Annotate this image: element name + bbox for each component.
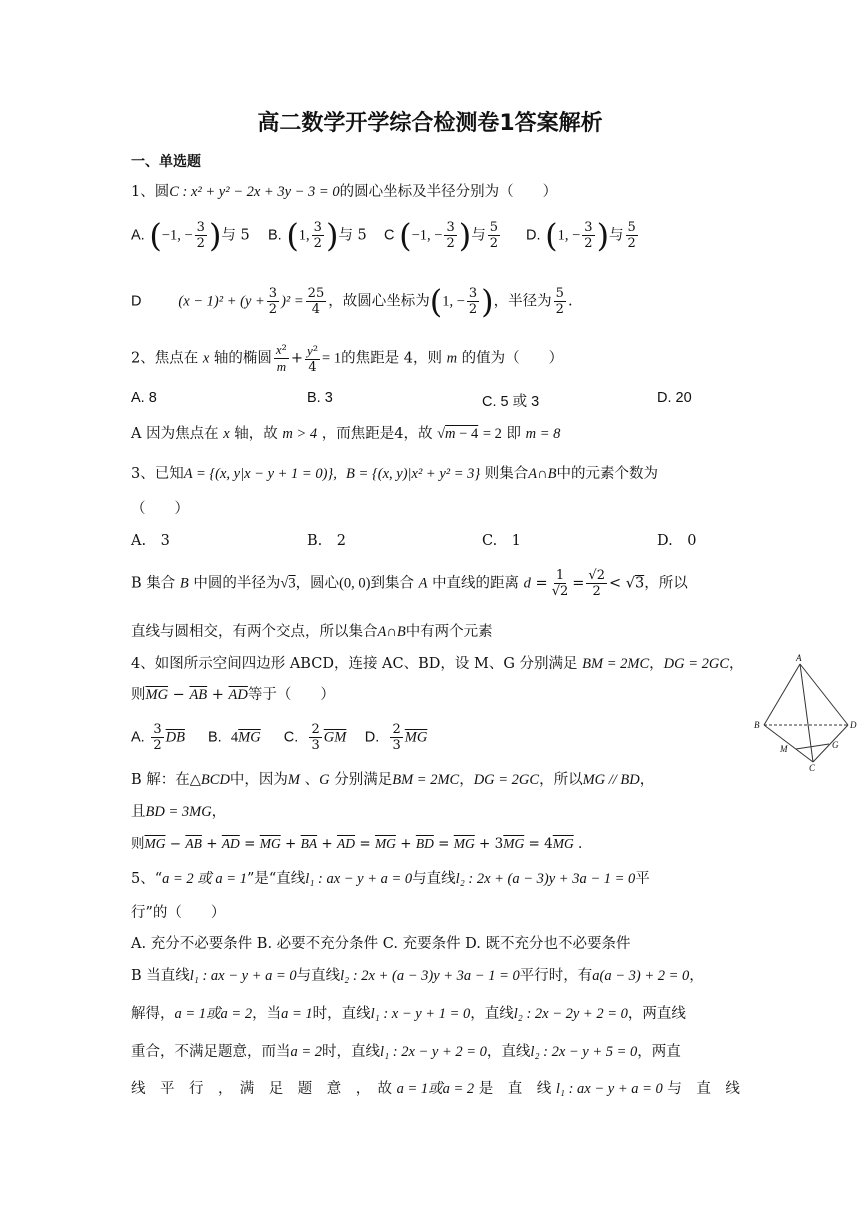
q2-option-c: C. 5 或 3: [482, 394, 540, 410]
q1-option-d: D. (1, − $\frac{3}{2}$ )与 $\frac{5}{2}$: [526, 216, 636, 255]
q1-option-b: B. (1, $\frac{3}{2}$ )与 5: [268, 216, 367, 255]
q5-options: A. 充分不必要条件 B. 必要不充分条件 C. 充要条件 D. 既不充分也不必要条件: [131, 936, 631, 952]
q1-option-c: C (−1, − $\frac{3}{2}$ )与 $\frac{5}{2}$: [384, 216, 498, 255]
q4-answer-line2: 且BD = 3MG，: [131, 804, 227, 820]
q3-option-b: B. 2: [307, 533, 346, 549]
q3-option-d: D. 0: [657, 533, 697, 549]
figure-label-c: C: [809, 763, 816, 772]
q2-option-d: D. 20: [657, 390, 692, 406]
q2-option-b: B. 3: [307, 390, 333, 406]
q5-answer-line1: B 当直线l₁ : ax − y + a = 0与直线l₂ : 2x + (a − 3)y + 3a − 1 = 0平行时，有a(a − 3) + 2 = 0，: [131, 968, 704, 984]
q1-stem: 1、圆C : x² + y² − 2x + 3y − 3 = 0的圆心坐标及半径分别为（ ）: [131, 184, 558, 200]
figure-label-a: A: [796, 653, 802, 663]
q2-answer: A 因为焦点在 x 轴，故 m > 4 ，而焦距是4，故 √m − 4 = 2 即 m = 8: [131, 426, 561, 442]
q4-stem: 4、如图所示空间四边形 ABCD，连接 AC、BD，设 M、G 分别满足 BM = 2MC，DG = 2GC，: [131, 656, 744, 672]
section-heading: 一、单选题: [131, 154, 201, 170]
q2-stem: 2、焦点在 x 轴的椭圆 $\frac{\text{x²}}{m}$ + $\frac{\text{y²}}{4}$ = 1的焦距是 4，则 m 的值为（ ）: [131, 342, 564, 375]
q5-stem: 5、“a = 2 或 a = 1”是“直线l₁ : ax − y + a = 0与直线l₂ : 2x + (a − 3)y + 3a − 1 = 0平: [131, 871, 650, 887]
q1-option-a: A. (−1, − $\frac{3}{2}$ )与 5: [131, 216, 250, 255]
figure-label-b: B: [754, 720, 760, 730]
q3-stem: 3、已知A = {(x, y|x − y + 1 = 0)}, B = {(x, y)|x² + y² = 3} 则集合A∩B中的元素个数为: [131, 466, 658, 482]
q5-stem-line2: 行”的（ ）: [131, 905, 226, 921]
q5-answer-line3: 重合，不满足题意，而当a = 2时，直线l₁ : 2x − y + 2 = 0，直线l₂ : 2x − y + 5 = 0，两直: [131, 1044, 681, 1060]
tetrahedron-figure: [750, 652, 860, 772]
q1-answer: D (x − 1)² + (y + $\frac{3}{2}$ )² = $\frac{25}{4}$ ，故圆心坐标为(1, − $\frac{3}{2}$ )，半径为 $\frac{5}{2}$ .: [131, 282, 573, 321]
q5-answer-line4: 线 平 行 ， 满 足 题 意 ， 故 a = 1或a = 2 是 直 线 l₁ : ax − y + a = 0 与 直 线: [131, 1081, 740, 1097]
page-title: 高二数学开学综合检测卷1答案解析: [257, 111, 603, 136]
q3-option-a: A. 3: [131, 533, 170, 549]
figure-label-g: G: [832, 740, 839, 750]
q4-stem-expression: 则$\overline{MG} - \overline{AB} + \overline{AD}$等于（ ）: [131, 687, 335, 703]
q4-options: A. $\frac{3}{2}$ $\overline{DB}$ B. $4\overline{MG}$ C. $\frac{2}{3}$ $\overline{GM}$ D. $\frac{2}{3}$ $\overline{MG}$: [131, 722, 428, 753]
q4-answer-line3: 则$\overline{MG} - \overline{AB} + \overline{AD} = \overline{MG} + \overline{BA} + \overline{AD} = \overline{MG} + \overline{BD} = \overline{MG} + 3\overline{MG} = 4\overline{MG}$ .: [131, 836, 583, 852]
figure-label-d: D: [850, 720, 857, 730]
q3-answer-line2: 直线与圆相交，有两个交点，所以集合A∩B中有两个元素: [131, 624, 493, 640]
q4-answer-line1: B 解：在△BCD中，因为M 、G 分别满足BM = 2MC，DG = 2GC，所以MG // BD，: [131, 772, 655, 788]
q3-answer-line1: B 集合 B 中圆的半径为√3，圆心(0, 0)到集合 A 中直线的距离 d = $\frac{1}{√2}$ = $\frac{√2}{2}$ < √3，所以: [131, 568, 688, 599]
q3-paren: （ ）: [131, 501, 189, 517]
q2-option-a: A. 8: [131, 390, 157, 406]
figure-label-m: M: [780, 744, 788, 754]
q3-option-c: C. 1: [482, 533, 521, 549]
q5-answer-line2: 解得，a = 1或a = 2，当a = 1时，直线l₁ : x − y + 1 = 0，直线l₂ : 2x − 2y + 2 = 0，两直线: [131, 1006, 686, 1022]
